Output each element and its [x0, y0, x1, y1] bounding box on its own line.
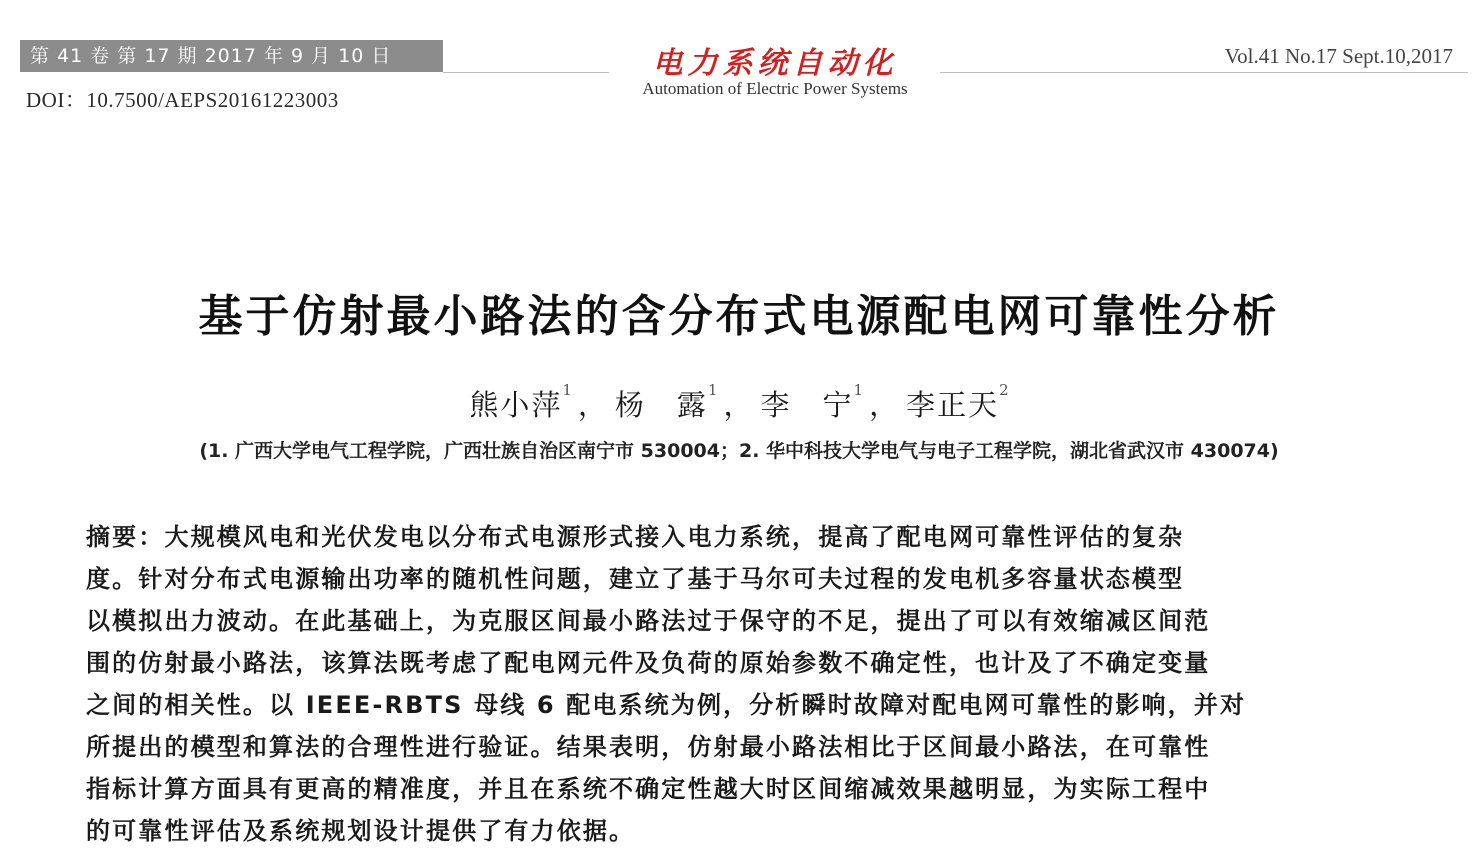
abstract-line — [86, 516, 1400, 558]
journal-name-en: Automation of Electric Power Systems — [642, 79, 908, 98]
author-name: 杨 露 — [614, 388, 708, 422]
author-affiliation-mark: 1 — [853, 381, 864, 399]
issue-info-bar: 第 41 卷 第 17 期 2017 年 9 月 10 日 — [20, 40, 443, 72]
author-name: 李正天 — [906, 388, 1000, 422]
abstract-line: 所提出的模型和算法的合理性进行验证。结果表明，仿射最小路法相比于区间最小路法，在可靠性 — [86, 733, 1211, 761]
author-list — [0, 383, 1478, 424]
author-affiliation-mark: 1 — [562, 381, 572, 399]
abstract-line: 指标计算方面具有更高的精准度，并且在系统不确定性越大时区间缩减效果越明显，为实际工程中 — [86, 775, 1211, 803]
abstract-line-text: 大规模风电和光伏发电以分布式电源形式接入电力系统，提高了配电网可靠性评估的复杂 — [164, 523, 1185, 551]
author-affiliation-mark: 2 — [999, 381, 1009, 399]
doi-text: DOI：10.7500/AEPS20161223003 — [26, 88, 339, 112]
abstract-line: 的可靠性评估及系统规划设计提供了有力依据。 — [86, 817, 636, 845]
volume-info: Vol.41 No.17 Sept.10,2017 — [1224, 44, 1453, 68]
affiliation-text: (1. 广西大学电气工程学院，广西壮族自治区南宁市 530004；2. 华中科技大学电气与电子工程学院，湖北省武汉市 430074) — [199, 440, 1279, 462]
author-separator: ， — [869, 388, 901, 422]
journal-logo-cn: 电力系统自动化 — [652, 46, 898, 81]
header-rule-left — [443, 72, 609, 73]
abstract-line: 之间的相关性。以 IEEE-RBTS 母线 6 配电系统为例，分析瞬时故障对配电网可靠性的影响，并对 — [86, 691, 1247, 719]
author-separator: ， — [577, 388, 609, 422]
author-separator: ， — [723, 388, 755, 422]
author-affiliation-mark: 1 — [707, 381, 718, 399]
paper-title: 基于仿射最小路法的含分布式电源配电网可靠性分析 — [198, 291, 1280, 342]
author-name: 熊小萍 — [469, 388, 563, 422]
header-rule-right — [940, 72, 1468, 73]
abstract-line: 度。针对分布式电源输出功率的随机性问题，建立了基于马尔可夫过程的发电机多容量状态模型 — [86, 565, 1185, 593]
abstract-line: 围的仿射最小路法，该算法既考虑了配电网元件及负荷的原始参数不确定性，也计及了不确定变量 — [86, 649, 1211, 677]
abstract-line: 以模拟出力波动。在此基础上，为克服区间最小路法过于保守的不足，提出了可以有效缩减区间范 — [86, 607, 1211, 635]
abstract-block — [86, 516, 1400, 852]
abstract-label: 摘要： — [86, 523, 165, 551]
author-name: 李 宁 — [760, 388, 854, 422]
